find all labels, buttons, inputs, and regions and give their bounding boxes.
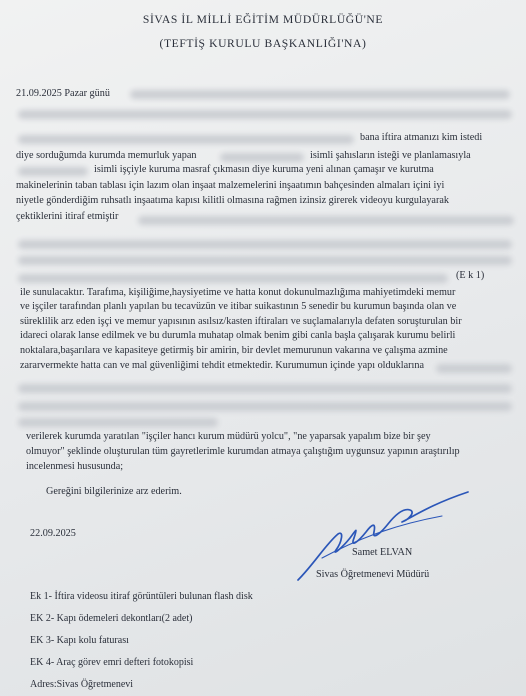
body-line: zararvermekte hatta can ve mal güvenliğimi tehdit etmektedir. Kurumumun içinde yapı olduklarına xyxy=(20,360,424,371)
body-line: noktalara,başarılara ve kapasiteye getirmiş bir amirin, bir devlet memurunun vakarına ve çalışma azmine xyxy=(20,345,448,356)
signature-date: 22.09.2025 xyxy=(30,528,76,539)
attachment-item: Ek 1- İftira videosu itiraf görüntüleri bulunan flash disk xyxy=(30,591,253,602)
body-line: bana iftira atmanızı kim istedi xyxy=(360,132,483,143)
attachment-item: EK 3- Kapı kolu faturası xyxy=(30,635,129,646)
redacted-region xyxy=(18,384,512,393)
redacted-region xyxy=(18,167,88,176)
redacted-region xyxy=(18,418,218,427)
redacted-region xyxy=(220,153,304,162)
body-line: incelenmesi hususunda; xyxy=(26,461,124,472)
body-line: isimli şahısların isteği ve planlamasıyla xyxy=(310,150,471,161)
redacted-region xyxy=(18,110,512,119)
address-line: Adres:Sivas Öğretmenevi xyxy=(30,679,134,690)
body-line: ile sunulacaktır. Tarafıma, kişiliğime,haysiyetime ve hatta konut dokunulmazlığıma mahiyetimdeki memur xyxy=(20,287,456,298)
body-line: niyetle gönderdiğim ruhsatlı inşaatıma kapısı kilitli olmasına rağmen izinsiz girerek videoyu kurgulayarak xyxy=(16,195,449,206)
redacted-region xyxy=(138,216,514,225)
redacted-region xyxy=(18,240,512,249)
redacted-region xyxy=(130,90,510,99)
redacted-region xyxy=(18,256,512,265)
body-line: idareci olarak lanse edilmek ve bu durumla muhatap olmak benim gibi canla başla çalışarak kurumu belirli xyxy=(20,330,456,341)
date-line: 21.09.2025 Pazar günü xyxy=(16,88,110,99)
body-line: çektiklerini itiraf etmiştir xyxy=(16,211,119,222)
body-line: isimli işçiyle kuruma masraf çıkmasın diye kuruma yeni alınan çamaşır ve kurutma xyxy=(94,164,434,175)
body-line: diye sorduğumda kurumda memurluk yapan xyxy=(16,150,197,161)
signer-name: Samet ELVAN xyxy=(352,547,413,558)
body-line: makinelerinin taban tablası için lazım olan inşaat malzemelerini inşaatımın bahçesinden almaları içini iyi xyxy=(16,180,445,191)
redacted-region xyxy=(18,135,354,144)
body-line: verilerek kurumda yaratılan "işçiler hancı kurum müdürü yolcu", "ne yaparsak yapalım bize bir şey xyxy=(26,431,431,442)
addressee-subline: (TEFTİŞ KURULU BAŞKANLIĞI'NA) xyxy=(159,37,367,50)
attachment-item: EK 4- Araç görev emri defteri fotokopisi xyxy=(30,657,194,668)
addressee-line: SİVAS İL MİLLİ EĞİTİM MÜDÜRLÜĞÜ'NE xyxy=(142,13,384,26)
body-line: süreklilik arz eden işçi ve memur yapısının asılsız/kasten iftiraları ve suçlamalarıyla defaten soruşturulan bir xyxy=(20,316,462,327)
body-line: olmuyor" şeklinde oluşturulan tüm gayretlerimle kurumdan atmaya çalıştığım uygunsuz yapının araştırılıp xyxy=(26,446,460,457)
signer-title: Sivas Öğretmenevi Müdürü xyxy=(316,569,430,580)
attachment-item: EK 2- Kapı ödemeleri dekontları(2 adet) xyxy=(30,613,193,624)
body-line: ve işçiler tarafından planlı yapılan bu tecavüzün ve itibar suikastının 5 senedir bu kurumun başında olan ve xyxy=(20,301,457,312)
redacted-region xyxy=(18,402,512,411)
body-line: (E k 1) xyxy=(456,270,485,281)
redacted-region xyxy=(18,274,448,283)
redacted-region xyxy=(436,364,512,373)
closing-line: Gereğini bilgilerinize arz ederim. xyxy=(46,486,182,497)
